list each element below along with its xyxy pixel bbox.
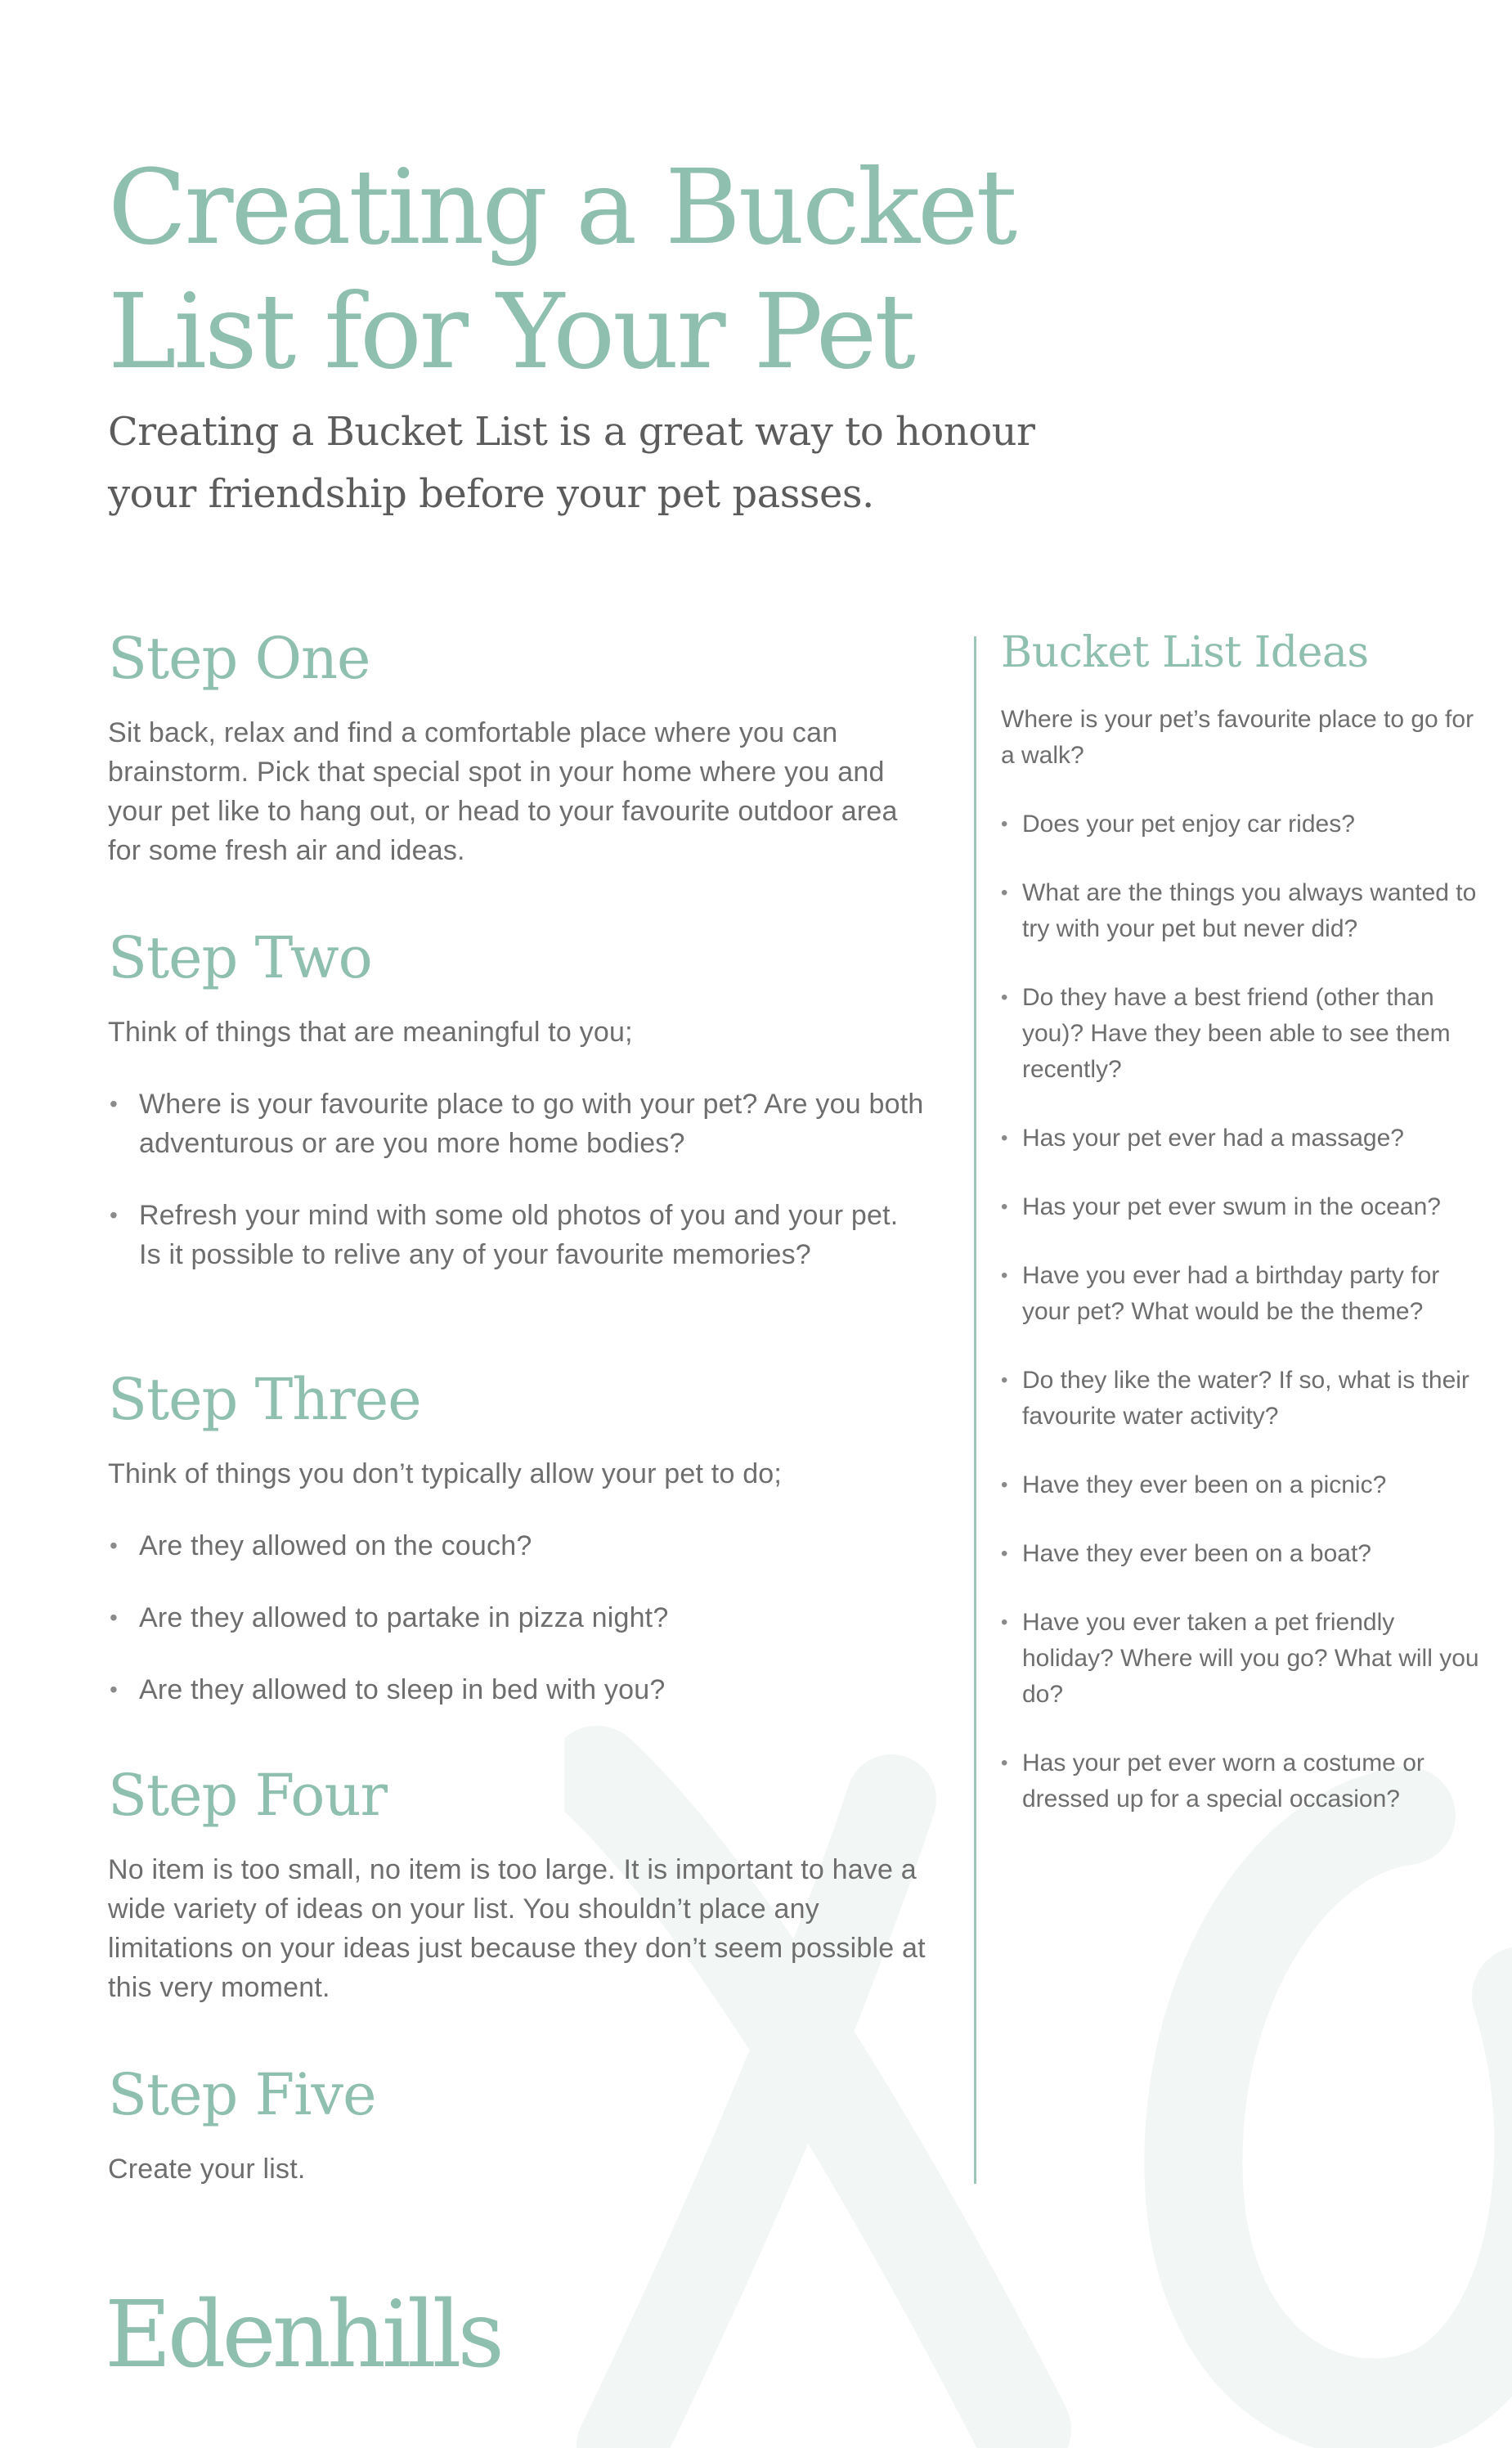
- list-item-text: What are the things you always wanted to try with your pet but never did?: [1022, 879, 1477, 942]
- step-heading: Step Five: [108, 2061, 376, 2128]
- list-item: [108, 1085, 926, 1163]
- list-item: [108, 1598, 926, 1637]
- step-text: Think of things you don’t typically allow your pet to do;: [108, 1458, 783, 1489]
- step-text: Create your list.: [108, 2154, 306, 2185]
- list-item: [1001, 1189, 1483, 1225]
- list-item-text: Refresh your mind with some old photos of you and your pet. Is it possible to relive any of your favourite memories?: [139, 1200, 899, 1270]
- step-text: Sit back, relax and find a comfortable place where you can brainstorm. Pick that special spot in your home where you and your pet like to hang out, or head to your favourite outdoor area for some fresh air and ideas.: [108, 717, 898, 866]
- bullet-icon: •: [1001, 1127, 1008, 1149]
- bullet-icon: •: [1001, 1611, 1008, 1633]
- step-five: [108, 2058, 926, 2189]
- bullet-icon: •: [1001, 1752, 1008, 1774]
- step-three: [108, 1363, 926, 1709]
- bullet-icon: •: [110, 1202, 119, 1228]
- list-item-text: Have you ever had a birthday party for your pet? What would be the theme?: [1022, 1262, 1440, 1325]
- bullet-icon: •: [110, 1533, 119, 1558]
- edenhills-logo: Edenhills: [105, 2282, 500, 2388]
- list-item-text: Have they ever been on a boat?: [1022, 1540, 1371, 1567]
- list-item: [1001, 875, 1483, 947]
- bullet-icon: •: [110, 1605, 119, 1630]
- step-heading: Step Four: [108, 1762, 387, 1829]
- bullet-icon: •: [1001, 986, 1008, 1008]
- step-bullet-list: [108, 1085, 926, 1274]
- bullet-icon: •: [1001, 1369, 1008, 1391]
- list-item-text: Where is your favourite place to go with your pet? Are you both adventurous or are you more home bodies?: [139, 1089, 924, 1159]
- list-item-text: Do they like the water? If so, what is their favourite water activity?: [1022, 1367, 1469, 1430]
- step-heading: Step One: [108, 625, 370, 692]
- list-item-text: Are they allowed to partake in pizza night?: [139, 1602, 669, 1633]
- list-item-text: Are they allowed to sleep in bed with you?: [139, 1674, 666, 1705]
- step-heading: Step Two: [108, 924, 372, 991]
- bullet-icon: •: [1001, 1264, 1008, 1287]
- list-item-text: Has your pet ever worn a costume or dressed up for a special occasion?: [1022, 1750, 1425, 1812]
- list-item-text: Are they allowed on the couch?: [139, 1530, 532, 1561]
- list-item: [1001, 1363, 1483, 1435]
- list-item: [1001, 1745, 1483, 1817]
- list-item: [1001, 1536, 1483, 1572]
- list-item: [1001, 1258, 1483, 1330]
- bullet-icon: •: [1001, 1543, 1008, 1565]
- bullet-icon: •: [110, 1677, 119, 1702]
- page-subtitle: Creating a Bucket List is a great way to honour your friendship before your pet passes.: [108, 409, 1035, 517]
- bullet-icon: •: [110, 1091, 119, 1116]
- page-title: Creating a Bucket List for Your Pet: [108, 147, 1016, 392]
- list-item: [108, 1670, 926, 1709]
- step-heading: Step Three: [108, 1366, 421, 1433]
- step-text: Think of things that are meaningful to you;: [108, 1017, 633, 1048]
- ideas-intro: Where is your pet’s favourite place to go for a walk?: [1001, 706, 1474, 769]
- bullet-icon: •: [1001, 1196, 1008, 1218]
- list-item: [1001, 1605, 1483, 1713]
- list-item: [1001, 806, 1483, 842]
- step-two: [108, 921, 926, 1274]
- list-item-text: Do they have a best friend (other than you)? Have they been able to see them recently?: [1022, 984, 1451, 1083]
- column-divider: [974, 636, 976, 2184]
- list-item-text: Have they ever been on a picnic?: [1022, 1471, 1387, 1498]
- step-bullet-list: [108, 1526, 926, 1709]
- list-item: [1001, 1121, 1483, 1157]
- list-item-text: Has your pet ever had a massage?: [1022, 1125, 1404, 1152]
- bullet-icon: •: [1001, 1474, 1008, 1496]
- step-one: [108, 622, 926, 870]
- ideas-heading: Bucket List Ideas: [1001, 628, 1369, 677]
- list-item: [1001, 980, 1483, 1088]
- bullet-icon: •: [1001, 882, 1008, 904]
- step-four: [108, 1759, 926, 2007]
- step-text: No item is too small, no item is too large. It is important to have a wide variety of ideas on your list. You shouldn’t place any limitations on your ideas just because they don’t seem possible at this very moment.: [108, 1854, 926, 2003]
- ideas-list: [1001, 806, 1483, 1817]
- list-item-text: Have you ever taken a pet friendly holiday? Where will you go? What will you do?: [1022, 1609, 1479, 1708]
- list-item-text: Has your pet ever swum in the ocean?: [1022, 1193, 1441, 1220]
- list-item-text: Does your pet enjoy car rides?: [1022, 811, 1355, 838]
- bucket-list-ideas-column: [1001, 622, 1483, 1817]
- bullet-icon: •: [1001, 813, 1008, 835]
- list-item: [108, 1196, 926, 1274]
- list-item: [108, 1526, 926, 1565]
- list-item: [1001, 1467, 1483, 1503]
